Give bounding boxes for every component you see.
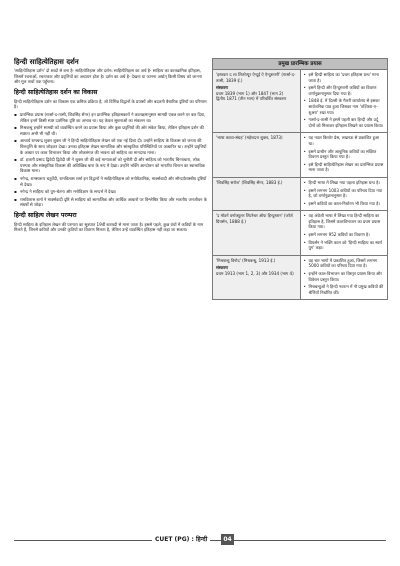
paragraph-lekhan: हिन्दी साहित्य के इतिहास लेखन की परम्परा का सूत्रपात 19वीं शताब्दी से माना जाता है। इससे पहले, कुछ ग्रंथों में कवियों के नाम मिलते हैं, जिनसे कवियों और उनकी कृतियों का विवरण मिलता है, लेकिन उन्हें व्यवस्थित इतिहास नहीं कहा जा सकता। — [14, 221, 203, 233]
page-number: 04 — [221, 534, 234, 545]
table-row — [213, 211, 388, 256]
table-cell-notes — [300, 177, 388, 210]
table-cell-notes — [300, 70, 388, 133]
table-cell-notes — [300, 133, 388, 178]
cell-text: 'मिश्रबन्धु विनोद' (मिश्रबन्धु, 1913 ई.) — [216, 257, 276, 263]
table-cell-notes — [300, 211, 388, 256]
right-column — [212, 58, 388, 300]
table-cell-title — [213, 211, 301, 256]
page-footer — [0, 532, 400, 548]
cell-bullet: • गार्सां-द-तासी ने इसमें पहली बार हिन्दी और उर्दू दोनों को मिलाकर इतिहास लिखने का प्रयास किया। — [304, 117, 385, 128]
list-item: ▪ नगेन्द्र ने साहित्य को युग-चेतना और मनोविज्ञान के सन्दर्भ में देखा। — [14, 189, 208, 195]
table-cell-title — [213, 133, 301, 178]
cell-subheading: संस्करण — [216, 85, 229, 91]
paragraph-vikas: हिन्दी साहित्येतिहास दर्शन का विकास एक क्रमिक प्रक्रिया है, जो विभिन्न विद्वानों के प्रयासों और बदलती वैचारिक दृष्टियों का परिणाम है। — [14, 98, 207, 110]
section-heading-darshan: हिन्दी साहित्येतिहास दर्शन — [14, 58, 79, 66]
table-cell-title — [213, 255, 301, 300]
cell-text: प्रथम 1839 (भाग 1) और 1847 (भाग 2) — [216, 90, 284, 96]
table-header: प्रमुख प्रारम्भिक प्रयास — [213, 59, 388, 70]
list-item: ▪ डॉ. हजारी प्रसाद द्विवेदी द्विवेदी जी ने शुक्ल जी की कई मान्यताओं को चुनौती दी और साहित्य को भारतीय चिन्ताधारा, लोक परम्परा और सांस्कृतिक विकास की अविच्छिन्न धारा के रूप में देखा। उन्होंने भक्ति आन्दोलन को भारतीय चिन्तन का स्वाभाविक विकास माना। — [14, 157, 208, 174]
cell-bullet: • यह चार भागों में प्रकाशित हुआ, जिसमें लगभग 5000 कवियों का परिचय दिया गया है। — [304, 258, 385, 269]
cell-subheading: संस्करण — [216, 265, 229, 271]
cell-bullet: • इसमें कवियों का काल-निर्धारण भी किया गया है। — [304, 201, 385, 207]
cell-bullet: • इसमें हिन्दी और हिन्दुस्तानी कवियों का विवरण वर्णानुक्रमानुसार दिया गया है। — [304, 85, 385, 96]
list-item: ▪ प्रारम्भिक प्रयास (गार्सां-द-तासी, शिवसिंह सेंगर) इन प्रारम्भिक इतिहासकारों ने कालक्रमानुसार सामग्री एकत्र करने पर बल दिया, लेकिन इनमें किसी स्पष्ट दार्शनिक दृष्टि का अभाव था। यह केवल सूचनाओं का संकलन था। — [14, 112, 208, 123]
cell-bullet: • इसमें लगभग 952 कवियों का विवरण है। — [304, 232, 385, 238]
cell-bullet: • ग्रियर्सन ने भक्ति काल को 'हिन्दी साहित्य का स्वर्ण युग' कहा। — [304, 240, 385, 251]
list-item: ▪ नगेन्द्र, रामस्वरूप चतुर्वेदी, रामविलास शर्मा इन विद्वानों ने साहित्येतिहास को मनोवैज्ञानिक, मार्क्सवादी और सौन्दर्यशास्त्रीय दृष्टियों से देखा। — [14, 176, 208, 187]
cell-bullet: • 1848 ई. में दिल्ली के गैलरी कार्यालय से इसका सार्वजनिक पाठ हुआ जिसका नाम 'तज़्किरा-ए-शुअरा' रखा गया। — [304, 98, 385, 115]
left-column — [14, 58, 208, 235]
paragraph-intro: 'साहित्येतिहास दर्शन' दो शब्दों से बना है- साहित्येतिहास और दर्शन। साहित्येतिहास का अर्थ है- साहित्य का कालक्रमिक इतिहास, जिसमें रचनाओं, रचनाकार और प्रवृत्तियों का अध्ययन होता है। दर्शन का अर्थ है- देखना या जानना अर्थात् किसी विषय को जानना और मूल तत्वों तक पहुँचना। — [14, 68, 202, 85]
table-row — [213, 133, 388, 178]
cell-text: 'इस्तवार द ला लितरेत्यूर ऐन्दूई ऐ ऐन्दुस्तानी' (गार्सां-द-तासी, 1839 ई.) — [216, 72, 296, 83]
table-row — [213, 70, 388, 133]
list-item: ▪ मिश्रबन्धु इन्होंने सामग्री को व्यवस्थित करने का प्रयास किया और कुछ प्रवृत्तियों की ओर संकेत किया, लेकिन इतिहास दर्शन की स्पष्टता अभी भी नहीं थी। — [14, 125, 208, 136]
footer-label: CUET (PG) : हिन्दी — [152, 534, 210, 546]
cell-text: 'शिवसिंह सरोज' (शिवसिंह सेंगर, 1883 ई.) — [216, 179, 283, 185]
table-row — [213, 177, 388, 210]
table-cell-title — [213, 70, 301, 133]
cell-bullet: • यह अंग्रेजी भाषा में लिखा गया हिन्दी साहित्य का इतिहास है, जिसमें कालविभाजन का प्रथम प्रयास किया गया। — [304, 213, 385, 230]
cell-text: प्रथम 1913 (भाग 1, 2, 3) और 1934 (भाग 4) — [216, 271, 294, 277]
table-cell-title — [213, 177, 301, 210]
section-heading-vikas: हिन्दी साहित्येतिहास दर्शन का विकास — [14, 88, 98, 96]
info-table — [212, 58, 388, 300]
table-row — [213, 255, 388, 300]
cell-bullet: • यह नवल किशोर प्रेस, लखनऊ से प्रकाशित हुआ था। — [304, 135, 385, 146]
cell-bullet: • हिन्दी भाषा में लिखा गया पहला इतिहास ग्रन्थ है। — [304, 180, 385, 186]
cell-text: द्वितीय 1871 (तीन भाग) में परिवर्धित संस्करण — [216, 96, 287, 102]
cell-bullet: • इसे हिन्दी साहित्येतिहास लेखन का प्रारम्भिक प्रयास माना जाता है। — [304, 162, 385, 173]
cell-bullet: • इन्होंने काल-विभाजन का विस्तृत प्रयास किया और विवेचन प्रस्तुत किया। — [304, 271, 385, 282]
section-heading-lekhan: हिन्दी साहित्य लेखन परम्परा — [14, 211, 77, 219]
cell-bullet: • मिश्रबन्धुओं ने हिन्दी नवरत्न में नौ प्रमुख कवियों की श्रेणियाँ निर्धारित कीं। — [304, 284, 385, 295]
cell-text: 'भाषा काव्य-संग्रह' (महेशदत्त शुक्ल, 1873) — [216, 135, 283, 141]
cell-text: 'द मॉडर्न वर्नाक्यूलर लिटरेचर ऑफ हिन्दुस्तान' (जॉर्ज ग्रियर्सन, 1888 ई.) — [216, 213, 293, 224]
table-cell-notes — [300, 255, 388, 300]
cell-bullet: • इसमें प्राचीन और आधुनिक कवियों का संक्षिप्त विवरण प्रस्तुत किया गया है। — [304, 149, 385, 160]
cell-bullet: • इसे हिन्दी साहित्य का 'प्रथम इतिहास ग्रन्थ' माना जाता है। — [304, 72, 385, 83]
cell-bullet: • इसमें लगभग 1003 कवियों का परिचय दिया गया है, जो वर्णानुक्रमानुसार है। — [304, 188, 385, 199]
list-item: ▪ रामविलास शर्मा ने मार्क्सवादी दृष्टि से साहित्य को सामाजिक और आर्थिक आधारों पर विश्लेषित किया और भारतीय जनजीवन के संघर्षों से जोड़ा। — [14, 197, 208, 208]
list-item: ▪ आचार्य रामचन्द्र शुक्ल शुक्ल जी ने हिन्दी साहित्येतिहास लेखन को एक नई दिशा दी। उन्होंने साहित्य के विकास को जनता की चित्तवृत्ति के साथ जोड़कर देखा। उनका इतिहास लेखन सामाजिक और सांस्कृतिक परिस्थितियों पर आधारित था। उन्होंने प्रवृत्तियों के आधार पर काल विभाजन किया और लोकमंगल की भावना को साहित्य का मानदण्ड माना। — [14, 138, 208, 155]
